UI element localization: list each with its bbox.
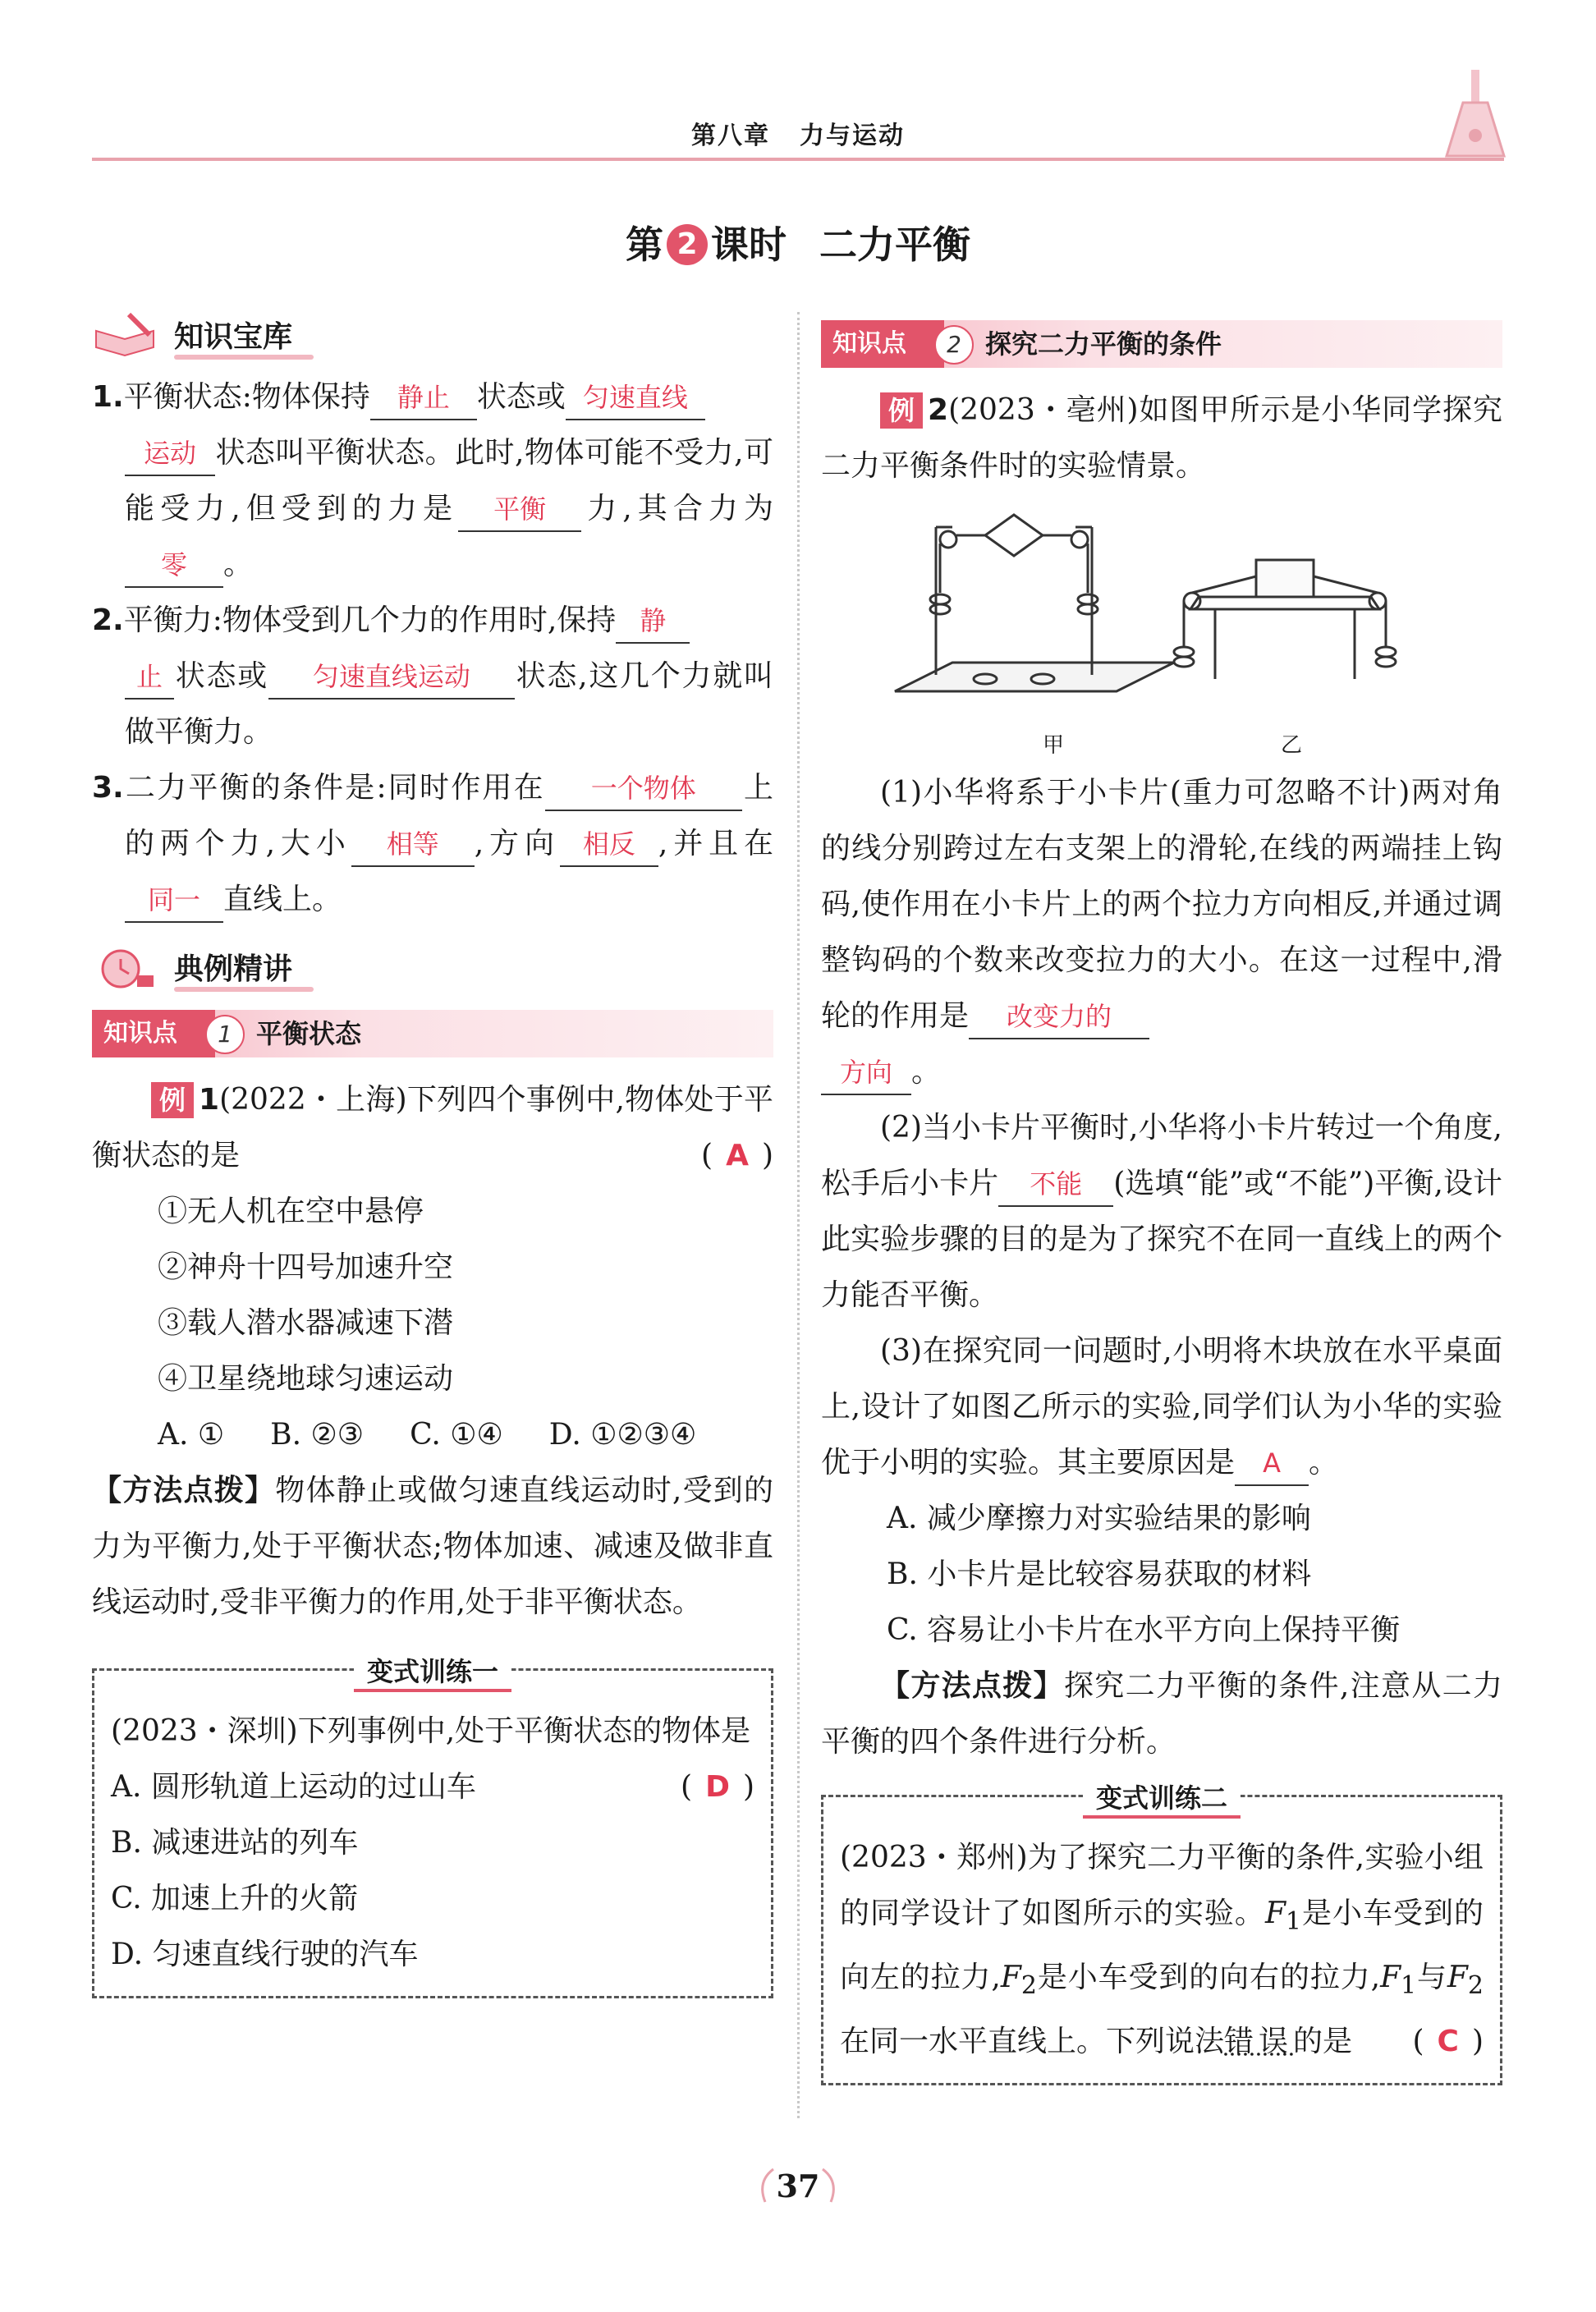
force-symbol: F — [1000, 1961, 1021, 1995]
train1-option-d: D. 匀速直线行驶的汽车 — [111, 1938, 419, 1971]
ex2-option-a: A. 减少摩擦力对实验结果的影响 — [887, 1502, 1311, 1535]
example-tag: 例 — [880, 392, 923, 429]
option-c: C. ①④ — [410, 1418, 503, 1452]
knowledge-point-1-bar — [92, 1010, 773, 1057]
example-tag: 例 — [151, 1082, 194, 1118]
question-text: 是小车受到的向右的拉力, — [1036, 1961, 1381, 1995]
lesson-name: 二力平衡 — [819, 222, 970, 267]
ex2-q2 — [821, 1100, 1502, 1323]
kp-tag: 知识点 — [821, 320, 944, 368]
text: 状态,这几个力就叫做平衡力。 — [125, 659, 773, 749]
lesson-number: 2 — [667, 224, 708, 265]
kp-title: 平衡状态 — [256, 1018, 362, 1049]
figure-b-apparatus — [1174, 560, 1396, 679]
answer-blank: 零 — [125, 544, 223, 588]
force-subscript: 2 — [1020, 1971, 1037, 2001]
chapter-number: 第八章 — [691, 122, 770, 150]
tip-text: 探究二力平衡的条件,注意从二力平衡的四个条件进行分析。 — [821, 1669, 1502, 1759]
column-divider — [797, 312, 800, 2118]
force-subscript: 2 — [1467, 1971, 1484, 2001]
text: 状态或 — [476, 380, 566, 414]
training-title: 变式训练二 — [1083, 1778, 1241, 1819]
question-text: (1)小华将系于小卡片(重力可忽略不计)两对角的线分别跨过左右支架上的滑轮,在线的两端挂上钩码,使作用在小卡片上的两个拉力方向相反,并通过调整钩码的个数来改变拉力的大小。在这一过程中,滑轮的作用是 — [821, 776, 1502, 1033]
question-text: 与 — [1416, 1961, 1447, 1995]
example-2-intro — [821, 383, 1502, 494]
train2-question — [840, 1830, 1484, 2070]
answer-blank: 止 — [125, 655, 174, 700]
training-box-1 — [92, 1656, 773, 1998]
example-number: 2 — [928, 393, 949, 427]
running-header — [92, 107, 1504, 164]
lesson-title — [0, 215, 1596, 269]
ex1-options — [92, 1407, 773, 1463]
figure-b-caption: 乙 — [1281, 733, 1303, 758]
answer-blank: 不能 — [998, 1163, 1113, 1207]
paren-close: ) — [761, 1139, 773, 1172]
text: 力,其合力为 — [581, 492, 773, 525]
paren-close: ) — [1471, 2025, 1484, 2059]
text: 状态叫平衡状态。此时,物体可能不受力,可能受力,但受到的力是 — [125, 436, 773, 525]
answer-blank: 平衡 — [458, 488, 581, 532]
heading-underline — [174, 987, 314, 992]
kp-title: 探究二力平衡的条件 — [985, 328, 1222, 360]
force-symbol: F — [1380, 1961, 1401, 1995]
option-a: A. ① — [158, 1418, 225, 1452]
text: 平衡状态:物体保持 — [123, 380, 370, 414]
intro-text: (2023・亳州)如图甲所示是小华同学探究二力平衡条件时的实验情景。 — [821, 393, 1502, 483]
force-subscript: 1 — [1285, 1907, 1302, 1937]
left-column — [92, 304, 773, 1998]
right-column — [821, 304, 1502, 2085]
answer-paren — [1412, 2014, 1484, 2070]
answer-blank: 静 — [616, 599, 690, 644]
tip-label: 【方法点拨】 — [880, 1669, 1064, 1703]
emphasis-text: 错误 — [1224, 2025, 1294, 2059]
ex2-q3 — [821, 1323, 1502, 1491]
text: 状态或 — [174, 659, 268, 693]
running-title — [92, 115, 1504, 151]
heading-underline — [174, 355, 314, 360]
answer-blank: 相反 — [560, 823, 658, 867]
text: 。 — [223, 548, 254, 581]
figure-a-apparatus — [895, 515, 1174, 691]
alarm-clock-icon — [92, 943, 158, 992]
kb-item-1 — [92, 369, 773, 593]
tip-label: 【方法点拨】 — [92, 1474, 276, 1507]
chapter-title: 力与运动 — [800, 122, 905, 150]
question-text: (2023・郑州)为了探究二力平衡的条件,实验小组的同学设计了如图所示的实验。 — [840, 1841, 1484, 1930]
question-text: (2023・深圳)下列事例中,处于平衡状态的物体是 — [111, 1714, 751, 1748]
paren-open: ( — [681, 1770, 693, 1804]
section-label: 知识宝库 — [174, 320, 293, 354]
option-d: D. ①②③④ — [548, 1418, 697, 1452]
answer-blank: 一个物体 — [545, 767, 742, 811]
figure-a-caption: 甲 — [1043, 733, 1065, 758]
item-number: 2. — [92, 603, 124, 637]
kp-number: 1 — [205, 1015, 245, 1054]
book-pen-icon — [92, 310, 158, 360]
answer-blank: 相等 — [351, 823, 475, 867]
section-label: 典例精讲 — [174, 952, 293, 986]
ex2-option-b: B. 小卡片是比较容易获取的材料 — [887, 1557, 1312, 1591]
ex1-method-tip — [92, 1463, 773, 1631]
question-text: (2)当小卡片平衡时,小华将小卡片转过一个角度,松手后小卡片 — [821, 1111, 1502, 1200]
question-text: 在同一水平直线上。下列说法 — [840, 2025, 1225, 2059]
item-number: 3. — [92, 771, 124, 805]
answer-blank: 运动 — [125, 432, 215, 476]
paren-open: ( — [1412, 2025, 1424, 2059]
answer-blank: 静止 — [370, 376, 477, 420]
example-number: 1 — [199, 1083, 220, 1117]
kp-number: 2 — [934, 325, 974, 365]
paren-close: ) — [742, 1770, 754, 1804]
training-box-2 — [821, 1782, 1502, 2085]
item-number: 1. — [92, 380, 124, 414]
answer-paren — [642, 1128, 773, 1184]
text: 上的两个力,大小 — [125, 771, 773, 860]
answer-blank: 改变力的 — [969, 995, 1149, 1039]
text: ,方向 — [474, 827, 560, 860]
text: (选填“能”或“不能”)平衡,设计此实验步骤的目的是为了探究不在同一直线上的两个力能否平衡。 — [821, 1167, 1502, 1312]
tip-text: 物体静止或做匀速直线运动时,受到的力为平衡力,处于平衡状态;物体加速、减速及做非直线运动时,受非平衡力的作用,处于非平衡状态。 — [92, 1474, 773, 1619]
answer-blank: 方向 — [821, 1051, 911, 1095]
ex1-item-3: ③载人潜水器减速下潜 — [158, 1306, 454, 1340]
header-rule — [92, 158, 1504, 161]
examples-heading — [92, 936, 773, 1002]
train1-option-b: B. 减速进站的列车 — [111, 1826, 359, 1860]
text: 平衡力:物体受到几个力的作用时,保持 — [123, 603, 617, 637]
force-symbol: F — [1447, 1961, 1468, 1995]
question-text: (3)在探究同一问题时,小明将木块放在水平桌面上,设计了如图乙所示的实验,同学们认为小华的实验优于小明的实验。其主要原因是 — [821, 1334, 1502, 1479]
train1-option-c: C. 加速上升的火箭 — [111, 1882, 359, 1915]
answer: A — [726, 1139, 749, 1172]
option-b: B. ②③ — [270, 1418, 365, 1452]
lesson-suffix: 课时 — [711, 222, 787, 267]
text: 二力平衡的条件是:同时作用在 — [123, 771, 545, 805]
question-text: 的是 — [1293, 2025, 1353, 2059]
answer-blank: 同一 — [125, 878, 223, 923]
page-number: 37 — [776, 2168, 820, 2204]
ex2-method-tip — [821, 1658, 1502, 1770]
kp-tag: 知识点 — [92, 1010, 215, 1057]
answer: C — [1437, 2025, 1459, 2059]
ex1-item-1: ①无人机在空中悬停 — [158, 1195, 424, 1228]
text: 。 — [911, 1055, 942, 1089]
question-text: (2022・上海)下列四个事例中,物体处于平衡状态的是 — [92, 1083, 773, 1172]
answer: D — [705, 1770, 730, 1804]
text: 直线上。 — [223, 883, 342, 916]
kb-item-3 — [92, 760, 773, 928]
question-text: 是小车受到的向左的拉力, — [840, 1897, 1484, 1995]
paren-open: ( — [701, 1139, 713, 1172]
knowledge-base-heading — [92, 304, 773, 369]
train1-option-a: A. 圆形轨道上运动的过山车 — [111, 1770, 476, 1804]
experiment-diagram — [887, 502, 1461, 724]
text: ,并且在 — [658, 827, 773, 860]
ex2-q1 — [821, 765, 1502, 1100]
answer-blank: 匀速直线 — [566, 376, 705, 420]
experiment-figure — [821, 502, 1502, 758]
force-symbol: F — [1264, 1897, 1286, 1930]
ex1-item-4: ④卫星绕地球匀速运动 — [158, 1362, 454, 1396]
knowledge-point-2-bar — [821, 320, 1502, 368]
answer-paren — [681, 1759, 754, 1815]
ex1-item-2: ②神舟十四号加速升空 — [158, 1250, 454, 1284]
text: 。 — [1309, 1446, 1339, 1479]
training-title: 变式训练一 — [354, 1651, 511, 1692]
lesson-prefix: 第 — [626, 222, 663, 267]
example-1-question — [92, 1072, 773, 1184]
answer-blank: 匀速直线运动 — [268, 655, 515, 700]
answer-blank: A — [1235, 1442, 1309, 1486]
kb-item-2 — [92, 593, 773, 760]
lab-flask-icon — [1438, 66, 1512, 164]
force-subscript: 1 — [1401, 1971, 1417, 2001]
ex2-option-c: C. 容易让小卡片在水平方向上保持平衡 — [887, 1613, 1401, 1647]
